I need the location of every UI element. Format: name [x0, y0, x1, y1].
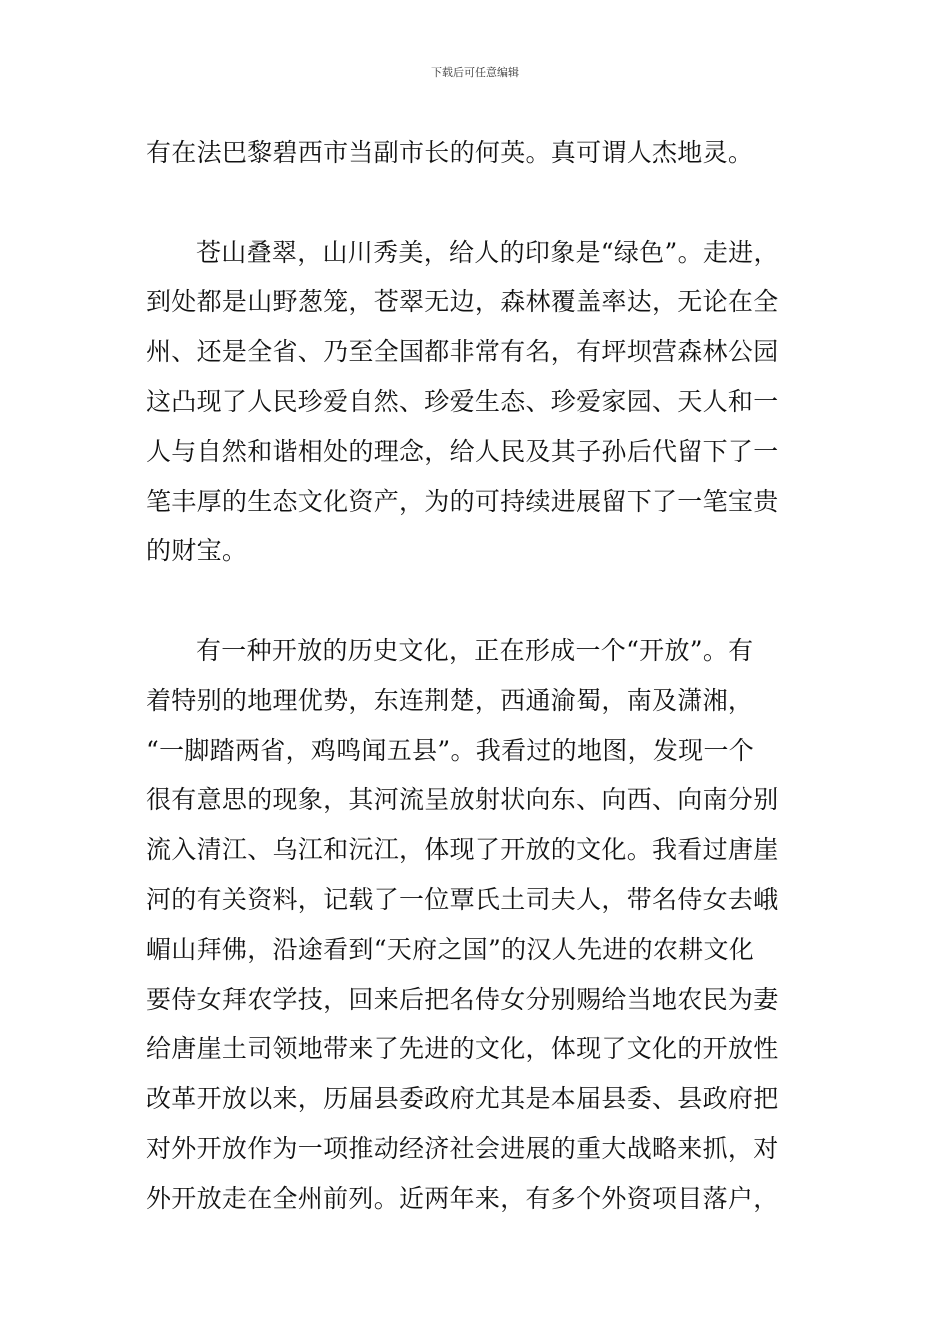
text-line: 很有意思的现象，其河流呈放射状向东、向西、向南分别 — [146, 785, 779, 815]
text-line: 给唐崖土司领地带来了先进的文化，体现了文化的开放性 — [146, 1034, 779, 1064]
text-line: 这凸现了人民珍爱自然、珍爱生态、珍爱家园、天人和一 — [146, 386, 779, 416]
paragraph-gap — [146, 178, 826, 228]
text-line: 外开放走在全州前列。近两年来，有多个外资项目落户， — [146, 1183, 779, 1213]
text-line: 有在法巴黎碧西市当副市长的何英。真可谓人杰地灵。 — [146, 138, 754, 167]
text-line: 嵋山拜佛，沿途看到“天府之国”的汉人先进的农耕文化 — [146, 934, 755, 964]
text-line: 笔丰厚的生态文化资产，为的可持续进展留下了一笔宝贵 — [146, 486, 779, 516]
text-line: 着特别的地理优势，东连荆楚，西通渝蜀，南及潇湘， — [146, 685, 754, 715]
page-header: 下载后可任意编辑 — [431, 66, 519, 79]
text-line: 的财宝。 — [146, 536, 248, 566]
paragraph-gap — [146, 576, 826, 626]
text-line: 河的有关资料，记载了一位覃氏土司夫人，带名侍女去峨 — [146, 884, 779, 914]
text-line: 对外开放作为一项推动经济社会进展的重大战略来抓，对 — [146, 1133, 779, 1163]
text-line: 流入清江、乌江和沅江，体现了开放的文化。我看过唐崖 — [146, 835, 779, 865]
paragraph-1 — [146, 128, 826, 178]
text-line: 人与自然和谐相处的理念，给人民及其子孙后代留下了一 — [146, 436, 779, 466]
text-line: 有一种开放的历史文化，正在形成一个“开放”。有 — [196, 635, 754, 665]
text-line: 州、还是全省、乃至全国都非常有名，有坪坝营森林公园 — [146, 337, 779, 367]
text-line: 到处都是山野葱笼，苍翠无边，森林覆盖率达，无论在全 — [146, 287, 779, 317]
text-line: 改革开放以来，历届县委政府尤其是本届县委、县政府把 — [146, 1084, 779, 1114]
text-line: 要侍女拜农学技，回来后把名侍女分别赐给当地农民为妻 — [146, 984, 779, 1014]
text-line: “一脚踏两省，鸡鸣闻五县”。我看过的地图，发现一个 — [146, 735, 755, 765]
text-line: 苍山叠翠，山川秀美，给人的印象是“绿色”。走进， — [196, 237, 779, 267]
paragraph-2 — [146, 228, 826, 577]
document-body — [146, 128, 826, 1224]
paragraph-3 — [146, 626, 826, 1224]
